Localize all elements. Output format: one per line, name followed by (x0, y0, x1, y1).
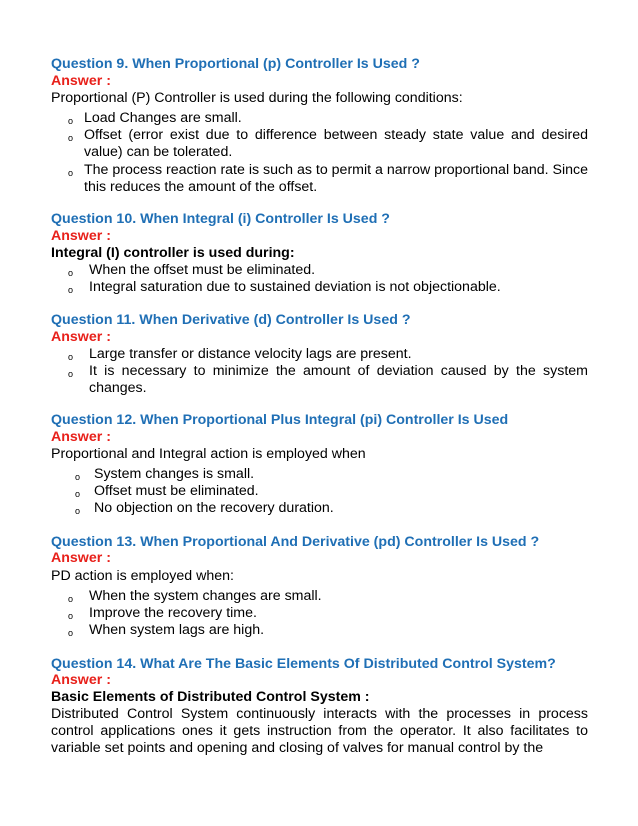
question-13-intro: PD action is employed when: (51, 568, 234, 584)
bullet-icon: o (68, 369, 74, 379)
bullet-icon: o (68, 285, 74, 295)
question-14-title: Question 14. What Are The Basic Elements Of Distributed Control System? (51, 656, 556, 672)
bullet-icon: o (68, 133, 74, 143)
question-11-item-1: Large transfer or distance velocity lags are present. (89, 346, 412, 362)
question-11-title: Question 11. When Derivative (d) Controller Is Used ? (51, 312, 411, 328)
bullet-icon: o (75, 506, 81, 516)
question-14-body: Distributed Control System continuously interacts with the processes in process control applications ones it gets instruction from the operator. It also facilitates to variable set points and opening and closing of valves for manual control by the (51, 706, 588, 756)
question-13-item-3: When system lags are high. (89, 622, 265, 638)
bullet-icon: o (68, 116, 74, 126)
question-13-item-2: Improve the recovery time. (89, 605, 257, 621)
question-12-answer-label: Answer : (51, 429, 111, 445)
bullet-icon: o (68, 268, 74, 278)
question-9-intro: Proportional (P) Controller is used during the following conditions: (51, 90, 463, 106)
question-10-item-1: When the offset must be eliminated. (89, 262, 316, 278)
bullet-icon: o (68, 594, 74, 604)
question-13-item-1: When the system changes are small. (89, 588, 322, 604)
question-10-item-2: Integral saturation due to sustained deviation is not objectionable. (89, 279, 501, 295)
question-13-answer-label: Answer : (51, 550, 111, 566)
bullet-icon: o (68, 628, 74, 638)
bullet-icon: o (68, 611, 74, 621)
question-9-item-2: Offset (error exist due to difference between steady state value and desired value) can be tolerated. (84, 127, 588, 160)
question-12-intro: Proportional and Integral action is employed when (51, 446, 366, 462)
bullet-icon: o (75, 472, 81, 482)
question-10-title: Question 10. When Integral (i) Controller Is Used ? (51, 211, 390, 227)
question-9-answer-label: Answer : (51, 73, 111, 89)
bullet-icon: o (68, 352, 74, 362)
question-9-title: Question 9. When Proportional (p) Controller Is Used ? (51, 56, 420, 72)
bullet-icon: o (68, 168, 74, 178)
question-9-item-1: Load Changes are small. (84, 110, 242, 126)
question-9-item-3: The process reaction rate is such as to permit a narrow proportional band. Since this reduces the amount of the offset. (84, 162, 588, 195)
bullet-icon: o (75, 489, 81, 499)
question-11-item-2: It is necessary to minimize the amount of deviation caused by the system changes. (89, 363, 588, 396)
question-14-answer-label: Answer : (51, 672, 111, 688)
question-12-item-1: System changes is small. (94, 466, 255, 482)
question-10-intro: Integral (I) controller is used during: (51, 245, 295, 261)
question-13-title: Question 13. When Proportional And Derivative (pd) Controller Is Used ? (51, 534, 540, 550)
question-10-answer-label: Answer : (51, 228, 111, 244)
question-12-title: Question 12. When Proportional Plus Integral (pi) Controller Is Used (51, 412, 509, 428)
question-14-subhead: Basic Elements of Distributed Control System : (51, 689, 370, 705)
question-11-answer-label: Answer : (51, 329, 111, 345)
question-12-item-2: Offset must be eliminated. (94, 483, 259, 499)
question-12-item-3: No objection on the recovery duration. (94, 500, 334, 516)
